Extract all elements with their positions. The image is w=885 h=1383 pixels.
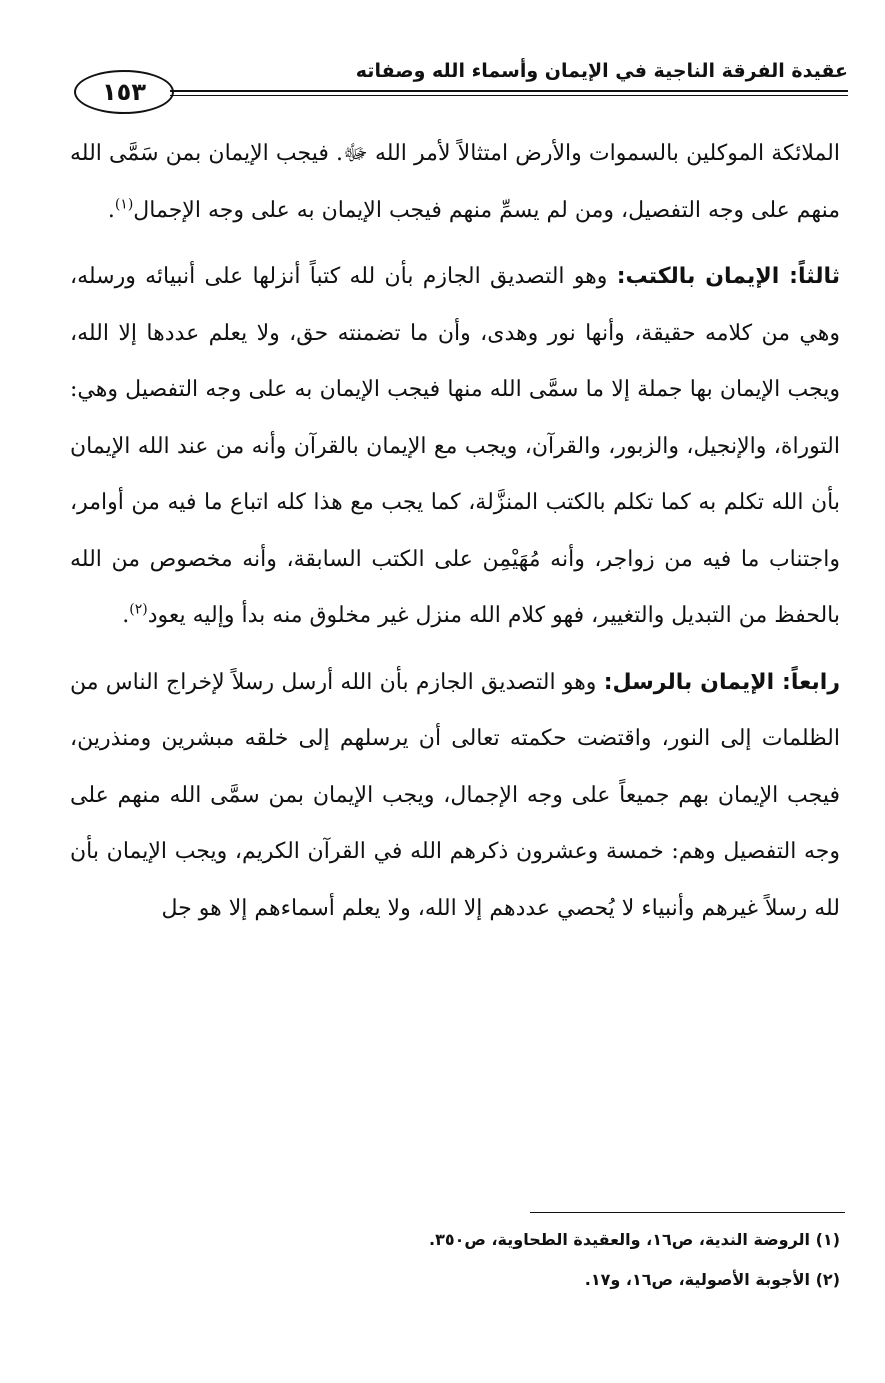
footnotes xyxy=(70,1220,840,1300)
page-number-text: ١٥٣ xyxy=(102,78,146,106)
paragraph-text: وهو التصديق الجازم بأن لله كتباً أنزلها على أنبيائه ورسله، وهي من كلامه حقيقة، وأنها نور وهدى، وأن ما تضمنته حق، ولا يعلم عددها إلا الله، ويجب الإيمان بها جملة إلا ما سمَّى الله منها فيجب الإيمان به على وجه التفصيل وهي: التوراة، والإنجيل، والزبور، والقرآن، ويجب مع الإيمان بالقرآن وأنه من عند الله الإيمان بأن الله تكلم به كما تكلم بالكتب المنزَّلة، كما يجب مع هذا كله اتباع ما فيه من أوامر، واجتناب ما فيه من زواجر، وأنه مُهَيْمِن على الكتب السابقة، وأنه مخصوص من الله بالحفظ من التبديل والتغيير، فهو كلام الله منزل غير مخلوق منه بدأ وإليه يعود xyxy=(70,264,840,628)
body-text xyxy=(70,126,840,937)
paragraph-angels xyxy=(70,126,840,239)
paragraph-text: وهو التصديق الجازم بأن الله أرسل رسلاً لإخراج الناس من الظلمات إلى النور، واقتضت حكمته تعالى أن يرسلهم إلى خلقه مبشرين ومنذرين، فيجب الإيمان بهم جميعاً على وجه الإجمال، ويجب الإيمان بمن سمَّى الله منهم على وجه التفصيل وهم: خمسة وعشرون ذكرهم الله في القرآن الكريم، ويجب الإيمان بأن لله رسلاً غيرهم وأنبياء لا يُحصي عددهم إلا الله، ولا يعلم أسماءهم إلا هو جل xyxy=(70,669,840,921)
paragraph-messengers xyxy=(70,655,840,938)
paragraph-text: الملائكة الموكلين بالسموات والأرض امتثالاً لأمر الله ﷻ. فيجب الإيمان بمن سَمَّى الله منهم على وجه التفصيل، ومن لم يسمِّ منهم فيجب الإيمان به على وجه الإجمال xyxy=(70,141,840,223)
paragraph-end: . xyxy=(107,197,115,223)
paragraph-books xyxy=(70,249,840,645)
header-rule-thin xyxy=(170,95,848,96)
footnote-2: (٢) الأجوبة الأصولية، ص١٦، و١٧. xyxy=(584,1270,840,1289)
footnote-ref-2: (٢) xyxy=(129,601,148,618)
page-number xyxy=(74,70,174,114)
section-label-messengers: رابعاً: الإيمان بالرسل: xyxy=(603,669,840,695)
running-title: عقيدة الفرقة الناجية في الإيمان وأسماء الله وصفاته xyxy=(350,60,848,82)
paragraph-end: . xyxy=(122,603,130,628)
header-rule xyxy=(170,90,848,92)
section-label-books: ثالثاً: الإيمان بالكتب: xyxy=(616,264,840,289)
footnote-ref-1: (١) xyxy=(114,196,134,213)
page-header xyxy=(66,60,848,120)
footnote-1: (١) الروضة الندية، ص١٦، والعقيدة الطحاوية، ص٣٥٠. xyxy=(428,1230,840,1249)
footnote-separator xyxy=(530,1212,845,1213)
